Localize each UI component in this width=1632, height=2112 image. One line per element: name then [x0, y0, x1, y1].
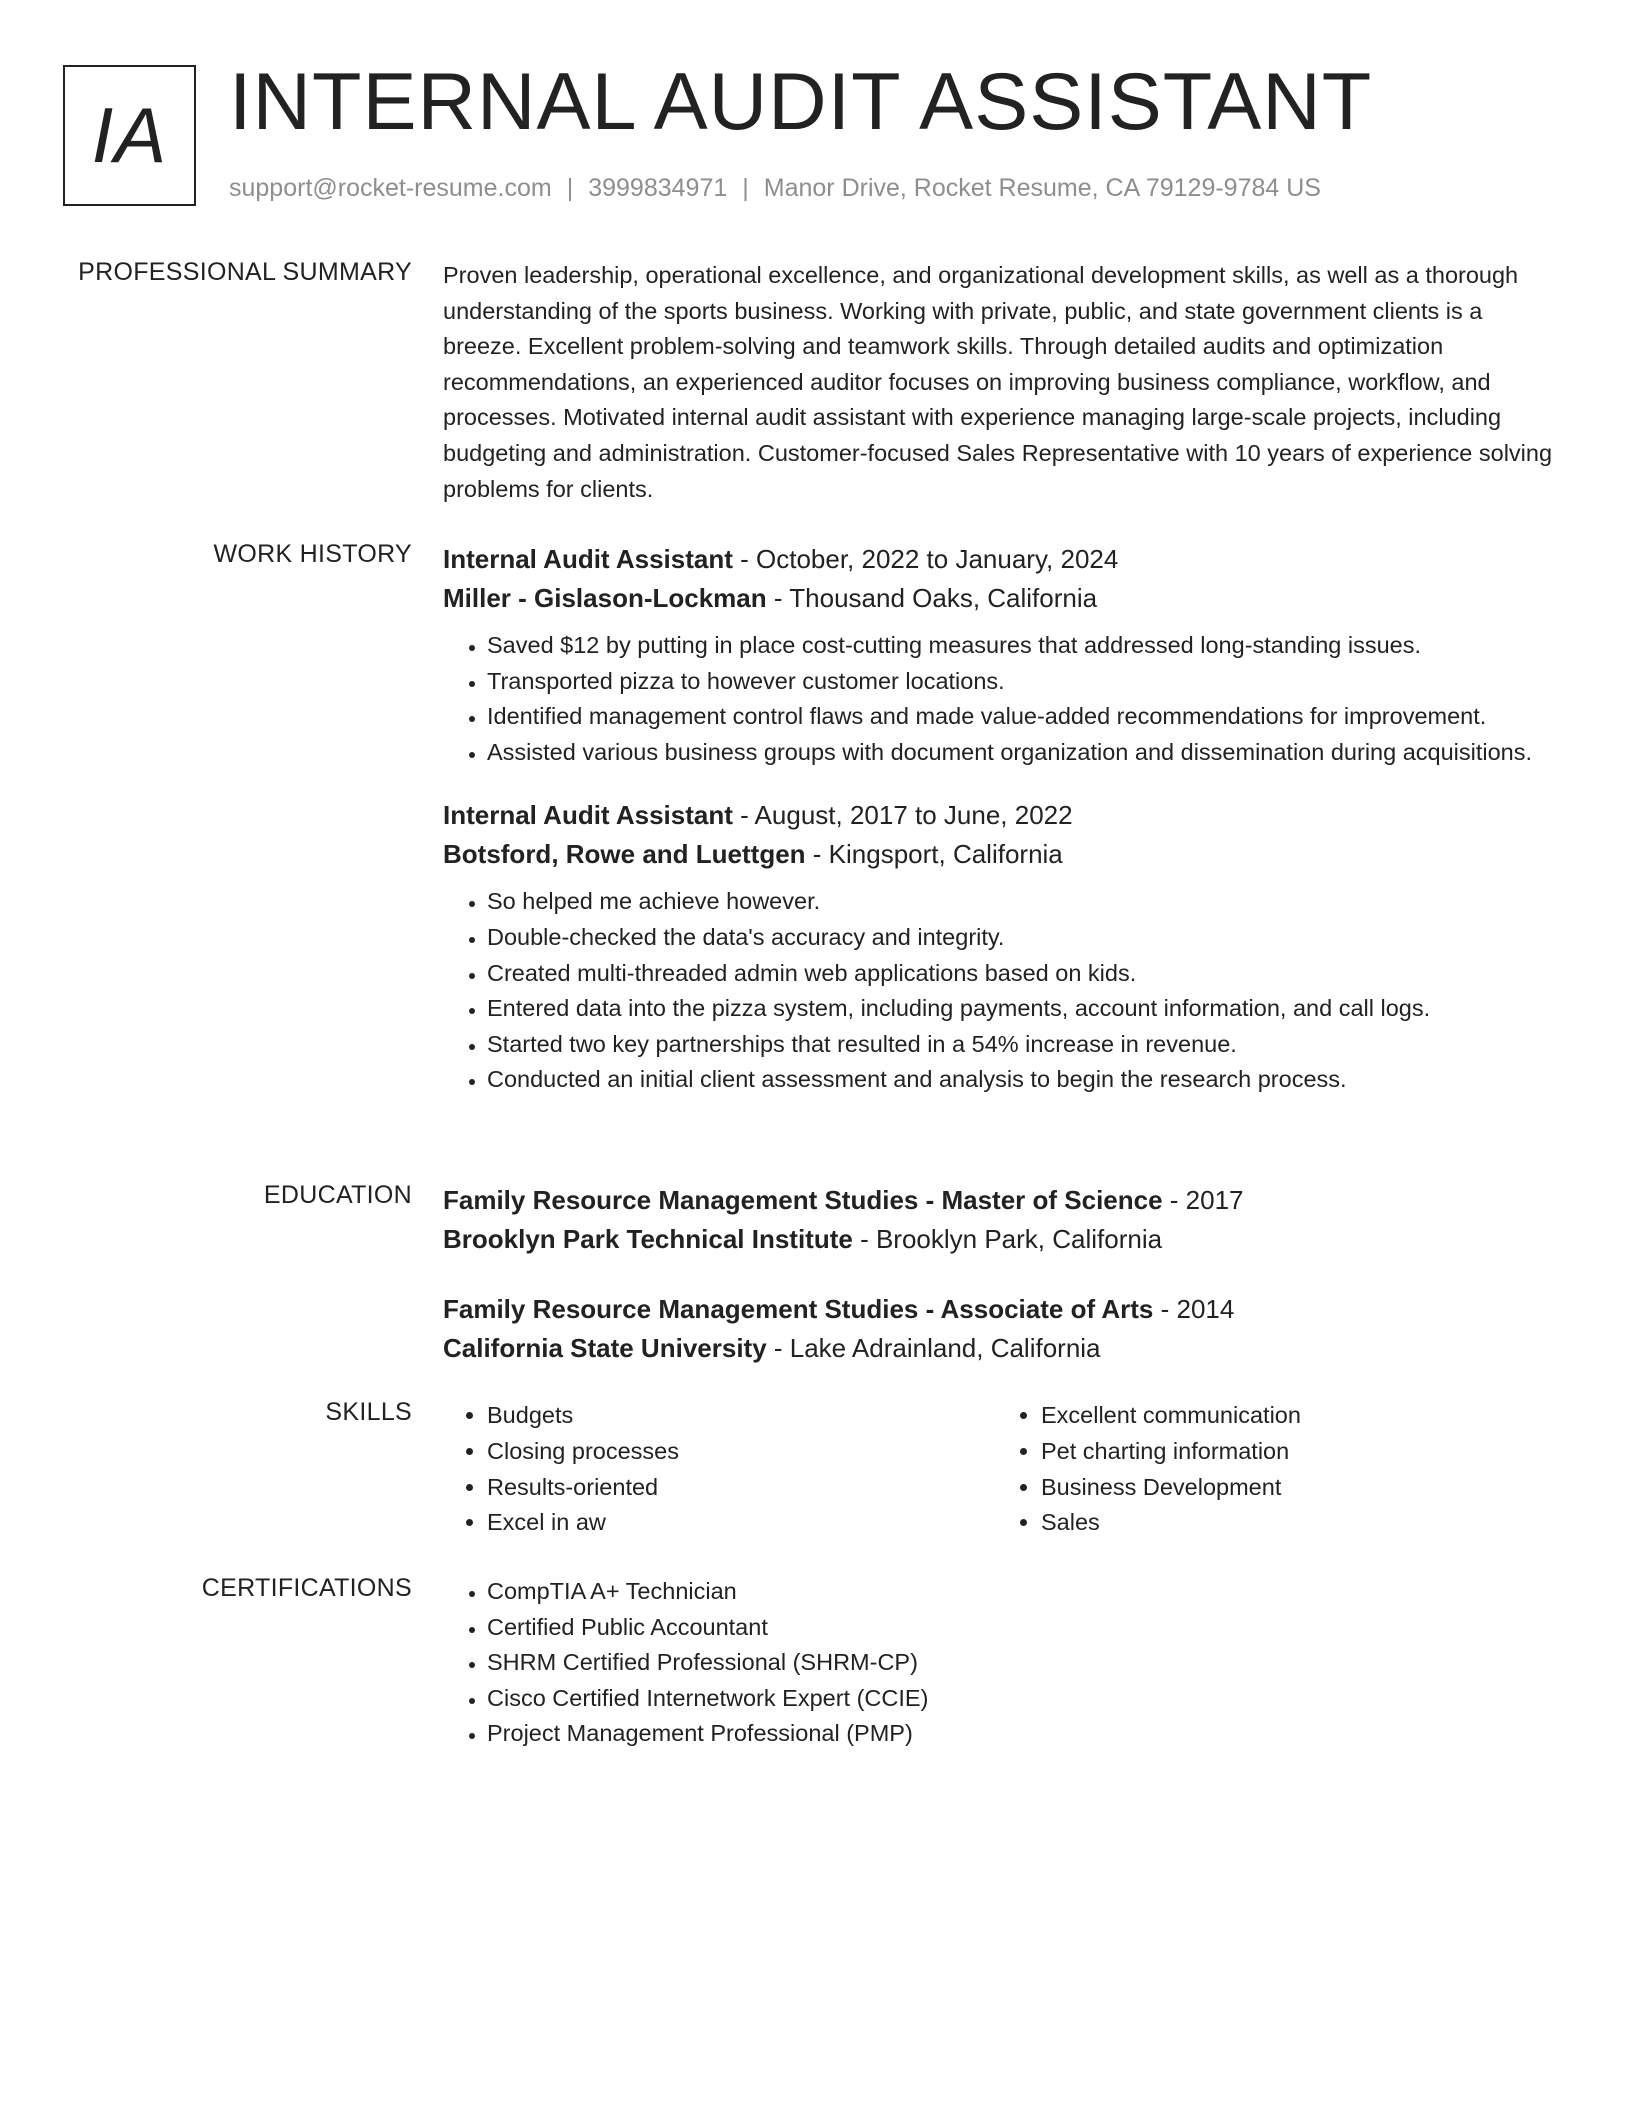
job-bullet: • Assisted various business groups with document organization and dissemination during acquisitions.	[487, 735, 1553, 771]
degree-year: - 2014	[1153, 1294, 1235, 1324]
contact-phone: 3999834971	[588, 174, 728, 202]
job-location: - Kingsport, California	[805, 839, 1063, 870]
school-name: Brooklyn Park Technical Institute	[443, 1224, 853, 1254]
job-dates: - October, 2022 to January, 2024	[732, 544, 1119, 574]
certifications-heading: CERTIFICATIONS	[201, 1574, 412, 1602]
contact-line	[229, 174, 1321, 203]
job-bullet: • Created multi-threaded admin web applications based on kids.	[487, 956, 1553, 992]
certification-item: • CompTIA A+ Technician	[487, 1574, 1553, 1610]
job-location: - Thousand Oaks, California	[766, 583, 1098, 613]
job-title: Internal Audit Assistant	[443, 544, 733, 574]
degree-line	[443, 1290, 1553, 1329]
skills-list-left	[443, 1398, 987, 1541]
skill-item: • Excel in aw	[487, 1505, 987, 1541]
skills-heading: SKILLS	[325, 1398, 412, 1426]
job-company-line	[443, 579, 1553, 618]
certification-item: • SHRM Certified Professional (SHRM-CP)	[487, 1645, 1553, 1681]
job-bullet: • Saved $12 by putting in place cost-cutting measures that addressed long-standing issues.	[487, 628, 1553, 664]
education-entry	[443, 1290, 1553, 1368]
job-bullet: • Identified management control flaws and made value-added recommendations for improvement.	[487, 699, 1553, 735]
job-bullets	[443, 628, 1553, 770]
work-history-heading: WORK HISTORY	[213, 540, 412, 568]
school-location: - Brooklyn Park, California	[852, 1224, 1163, 1254]
degree-line	[443, 1181, 1553, 1220]
school-line	[443, 1329, 1553, 1368]
skills-columns	[443, 1398, 1553, 1541]
contact-email: support@rocket-resume.com	[229, 174, 552, 202]
skill-item: • Sales	[1041, 1505, 1541, 1541]
school-location: - Lake Adrainland, California	[766, 1333, 1101, 1363]
certification-item: • Project Management Professional (PMP)	[487, 1716, 1553, 1752]
job-entry	[443, 796, 1553, 1098]
contact-address: Manor Drive, Rocket Resume, CA 79129-9784 US	[763, 174, 1321, 202]
job-company: Botsford, Rowe and Luettgen	[443, 839, 806, 870]
summary-heading: PROFESSIONAL SUMMARY	[78, 258, 412, 286]
job-bullet: • Double-checked the data's accuracy and integrity.	[487, 920, 1553, 956]
skill-item: • Excellent communication	[1041, 1398, 1541, 1434]
contact-separator: |	[742, 174, 749, 202]
job-title-line	[443, 796, 1553, 835]
job-title: Internal Audit Assistant	[443, 800, 733, 831]
resume-title: INTERNAL AUDIT ASSISTANT	[229, 57, 1373, 147]
contact-separator: |	[566, 174, 574, 202]
certifications-list	[443, 1574, 1553, 1752]
education-heading: EDUCATION	[263, 1181, 412, 1209]
degree-name: Family Resource Management Studies - Associate of Arts	[443, 1294, 1154, 1324]
skill-item: • Closing processes	[487, 1434, 987, 1470]
job-bullet: • Conducted an initial client assessment and analysis to begin the research process.	[487, 1062, 1553, 1098]
summary-text: Proven leadership, operational excellence, and organizational development skills, as well as a thorough understanding of the sports business. Working with private, public, and state government clients is a breeze. Excellent problem-solving and teamwork skills. Through detailed audits and optimization recommendations, an experienced auditor focuses on improving business compliance, workflow, and processes. Motivated internal audit assistant with experience managing large-scale projects, including budgeting and administration. Customer-focused Sales Representative with 10 years of experience solving problems for clients.	[443, 262, 1553, 502]
school-name: California State University	[443, 1333, 767, 1363]
certification-item: • Certified Public Accountant	[487, 1610, 1553, 1646]
job-dates: - August, 2017 to June, 2022	[732, 800, 1073, 831]
job-bullet: • Transported pizza to however customer locations.	[487, 664, 1553, 700]
degree-year: - 2017	[1162, 1185, 1244, 1215]
skill-item: • Results-oriented	[487, 1470, 987, 1506]
job-entry	[443, 540, 1553, 770]
job-company-line	[443, 835, 1553, 874]
job-bullet: • Started two key partnerships that resulted in a 54% increase in revenue.	[487, 1027, 1553, 1063]
skill-item: • Budgets	[487, 1398, 987, 1434]
skills-list-right	[987, 1398, 1541, 1541]
skill-item: • Pet charting information	[1041, 1434, 1541, 1470]
school-line	[443, 1220, 1553, 1259]
skill-item: • Business Development	[1041, 1470, 1541, 1506]
job-company: Miller - Gislason-Lockman	[443, 583, 767, 613]
monogram-initials: IA	[91, 91, 168, 179]
job-bullet: • So helped me achieve however.	[487, 884, 1553, 920]
certification-item: • Cisco Certified Internetwork Expert (CCIE)	[487, 1681, 1553, 1717]
monogram-box	[63, 65, 196, 206]
job-bullet: • Entered data into the pizza system, including payments, account information, and call logs.	[487, 991, 1553, 1027]
education-entry	[443, 1181, 1553, 1259]
job-bullets	[443, 884, 1553, 1098]
degree-name: Family Resource Management Studies - Master of Science	[443, 1185, 1163, 1215]
job-title-line	[443, 540, 1553, 579]
